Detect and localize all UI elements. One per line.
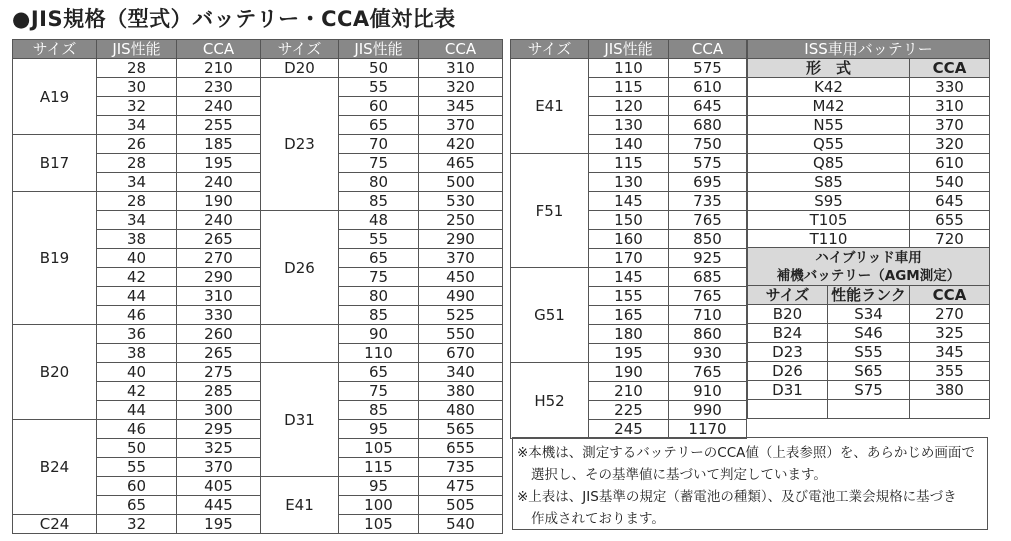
iss-cca: 645	[910, 192, 990, 211]
hybrid-cca: 355	[910, 362, 990, 381]
cca-value: 285	[177, 382, 261, 401]
table-row	[261, 477, 503, 496]
cca-value: 260	[177, 325, 261, 344]
header-cca: CCA	[669, 40, 747, 59]
iss-model: M42	[748, 97, 910, 116]
table-row	[511, 268, 747, 287]
cca-value: 860	[669, 325, 747, 344]
iss-cca: 370	[910, 116, 990, 135]
size-cell	[261, 325, 339, 363]
iss-model: Q55	[748, 135, 910, 154]
cca-value: 190	[177, 192, 261, 211]
table-row	[13, 135, 261, 154]
jis-value: 44	[97, 287, 177, 306]
cca-value: 240	[177, 173, 261, 192]
hybrid-size: B20	[748, 305, 828, 324]
table-row	[511, 363, 747, 382]
cca-value: 575	[669, 59, 747, 78]
jis-value: 50	[339, 59, 419, 78]
cca-value: 670	[419, 344, 503, 363]
cca-value: 930	[669, 344, 747, 363]
cca-value: 765	[669, 363, 747, 382]
jis-value: 44	[97, 401, 177, 420]
cca-value: 645	[669, 97, 747, 116]
size-cell: D23	[261, 78, 339, 211]
jis-value: 100	[339, 496, 419, 515]
jis-value: 85	[339, 401, 419, 420]
hybrid-rank: S75	[828, 381, 910, 400]
jis-value: 55	[97, 458, 177, 477]
size-cell: F51	[511, 154, 589, 268]
jis-value: 28	[97, 154, 177, 173]
jis-value: 150	[589, 211, 669, 230]
iss-cca: 320	[910, 135, 990, 154]
jis-value: 130	[589, 116, 669, 135]
table-row	[748, 343, 990, 362]
cca-value: 550	[419, 325, 503, 344]
jis-value: 65	[339, 363, 419, 382]
cca-value: 210	[177, 59, 261, 78]
iss-header-cca: CCA	[910, 59, 990, 78]
notes-box	[512, 437, 988, 530]
jis-value: 95	[339, 477, 419, 496]
table-row	[748, 97, 990, 116]
cca-value: 265	[177, 230, 261, 249]
jis-value: 75	[339, 268, 419, 287]
jis-value: 30	[97, 78, 177, 97]
size-cell: B20	[13, 325, 97, 420]
header-jis: JIS性能	[589, 40, 669, 59]
jis-value: 105	[339, 439, 419, 458]
header-size: サイズ	[261, 40, 339, 59]
cca-value: 910	[669, 382, 747, 401]
cca-value: 575	[669, 154, 747, 173]
hybrid-cca: 270	[910, 305, 990, 324]
table-row	[748, 192, 990, 211]
jis-value: 34	[97, 116, 177, 135]
iss-model: N55	[748, 116, 910, 135]
iss-cca: 655	[910, 211, 990, 230]
cca-value: 195	[177, 515, 261, 534]
jis-value: 28	[97, 192, 177, 211]
jis-value: 115	[589, 78, 669, 97]
hybrid-cca: 345	[910, 343, 990, 362]
jis-value: 55	[339, 230, 419, 249]
jis-value: 145	[589, 192, 669, 211]
table-row	[748, 400, 990, 419]
hybrid-header-rank: 性能ランク	[828, 286, 910, 305]
jis-value: 245	[589, 420, 669, 439]
table-row	[748, 154, 990, 173]
table-row	[261, 78, 503, 97]
iss-header-model: 形 式	[748, 59, 910, 78]
table-row	[13, 420, 261, 439]
jis-value: 105	[339, 515, 419, 534]
table-row	[261, 211, 503, 230]
table-row	[13, 325, 261, 344]
empty-cell	[828, 400, 910, 419]
note-line-1: ※本機は、測定するバッテリーのCCA値（上表参照）を、あらかじめ画面で	[517, 445, 975, 461]
jis-value: 32	[97, 97, 177, 116]
cca-value: 750	[669, 135, 747, 154]
table-row	[748, 324, 990, 343]
cca-value: 240	[177, 211, 261, 230]
cca-value: 450	[419, 268, 503, 287]
jis-value: 42	[97, 268, 177, 287]
table-row	[748, 230, 990, 249]
table-row	[748, 78, 990, 97]
jis-value: 210	[589, 382, 669, 401]
jis-value: 38	[97, 344, 177, 363]
table-row	[748, 381, 990, 400]
hybrid-battery-table	[747, 247, 990, 419]
jis-value: 46	[97, 420, 177, 439]
table-row	[13, 59, 261, 78]
cca-value: 685	[669, 268, 747, 287]
jis-value: 115	[589, 154, 669, 173]
header-size: サイズ	[13, 40, 97, 59]
jis-value: 85	[339, 192, 419, 211]
iss-title: ISS車用バッテリー	[748, 40, 990, 59]
jis-cca-table-3	[510, 39, 747, 439]
cca-value: 990	[669, 401, 747, 420]
cca-value: 1170	[669, 420, 747, 439]
hybrid-rank: S55	[828, 343, 910, 362]
cca-value: 290	[177, 268, 261, 287]
cca-value: 240	[177, 97, 261, 116]
jis-value: 70	[339, 135, 419, 154]
cca-value: 290	[419, 230, 503, 249]
header-cca: CCA	[177, 40, 261, 59]
cca-value: 265	[177, 344, 261, 363]
table-row	[261, 363, 503, 382]
hybrid-size: D23	[748, 343, 828, 362]
size-cell: H52	[511, 363, 589, 439]
iss-cca: 610	[910, 154, 990, 173]
cca-value: 255	[177, 116, 261, 135]
page-title: ●JIS規格（型式）バッテリー・CCA値対比表	[12, 7, 456, 31]
table-row	[13, 515, 261, 534]
jis-cca-table-1	[12, 39, 261, 534]
table-row	[748, 362, 990, 381]
size-cell: D31	[261, 363, 339, 477]
cca-value: 370	[419, 116, 503, 135]
table-row	[748, 116, 990, 135]
hybrid-header-cca: CCA	[910, 286, 990, 305]
jis-value: 170	[589, 249, 669, 268]
header-jis: JIS性能	[97, 40, 177, 59]
cca-value: 330	[177, 306, 261, 325]
table-row	[511, 59, 747, 78]
table-row	[261, 59, 503, 78]
cca-value: 185	[177, 135, 261, 154]
hybrid-title-line1: ハイブリッド車用	[815, 249, 922, 266]
jis-value: 28	[97, 59, 177, 78]
hybrid-cca: 325	[910, 324, 990, 343]
cca-value: 655	[419, 439, 503, 458]
hybrid-rank: S34	[828, 305, 910, 324]
cca-value: 230	[177, 78, 261, 97]
cca-value: 370	[419, 249, 503, 268]
header-jis: JIS性能	[339, 40, 419, 59]
cca-value: 490	[419, 287, 503, 306]
cca-value: 445	[177, 496, 261, 515]
table-row	[13, 192, 261, 211]
empty-cell	[748, 400, 828, 419]
jis-value: 32	[97, 515, 177, 534]
cca-value: 765	[669, 287, 747, 306]
cca-value: 610	[669, 78, 747, 97]
cca-value: 295	[177, 420, 261, 439]
iss-model: Q85	[748, 154, 910, 173]
cca-value: 500	[419, 173, 503, 192]
jis-value: 110	[589, 59, 669, 78]
jis-value: 80	[339, 173, 419, 192]
iss-model: K42	[748, 78, 910, 97]
cca-value: 475	[419, 477, 503, 496]
note-line-2: 選択し、その基準値に基づいて判定しています。	[531, 467, 827, 483]
jis-value: 140	[589, 135, 669, 154]
size-cell: A19	[13, 59, 97, 135]
size-cell: B17	[13, 135, 97, 192]
iss-model: T110	[748, 230, 910, 249]
cca-value: 345	[419, 97, 503, 116]
jis-value: 40	[97, 363, 177, 382]
size-cell: G51	[511, 268, 589, 363]
cca-value: 465	[419, 154, 503, 173]
jis-value: 90	[339, 325, 419, 344]
jis-value: 38	[97, 230, 177, 249]
jis-value: 115	[339, 458, 419, 477]
cca-value: 735	[419, 458, 503, 477]
jis-value: 225	[589, 401, 669, 420]
hybrid-size: B24	[748, 324, 828, 343]
iss-cca: 330	[910, 78, 990, 97]
jis-value: 50	[97, 439, 177, 458]
jis-value: 180	[589, 325, 669, 344]
size-cell: B24	[13, 420, 97, 515]
jis-value: 80	[339, 287, 419, 306]
jis-value: 60	[339, 97, 419, 116]
cca-value: 735	[669, 192, 747, 211]
hybrid-header-size: サイズ	[748, 286, 828, 305]
cca-value: 925	[669, 249, 747, 268]
cca-value: 275	[177, 363, 261, 382]
jis-value: 130	[589, 173, 669, 192]
header-size: サイズ	[511, 40, 589, 59]
cca-value: 310	[419, 59, 503, 78]
note-line-4: 作成されております。	[531, 511, 665, 527]
cca-value: 380	[419, 382, 503, 401]
size-cell: C24	[13, 515, 97, 534]
cca-value: 195	[177, 154, 261, 173]
jis-value: 110	[339, 344, 419, 363]
cca-value: 765	[669, 211, 747, 230]
size-cell: D26	[261, 211, 339, 325]
jis-value: 155	[589, 287, 669, 306]
jis-value: 165	[589, 306, 669, 325]
jis-value: 26	[97, 135, 177, 154]
hybrid-size: D26	[748, 362, 828, 381]
cca-value: 300	[177, 401, 261, 420]
jis-value: 85	[339, 306, 419, 325]
size-cell: D20	[261, 59, 339, 78]
cca-value: 405	[177, 477, 261, 496]
size-cell: E41	[511, 59, 589, 154]
cca-value: 370	[177, 458, 261, 477]
hybrid-size: D31	[748, 381, 828, 400]
cca-value: 340	[419, 363, 503, 382]
jis-value: 48	[339, 211, 419, 230]
cca-value: 850	[669, 230, 747, 249]
jis-value: 34	[97, 173, 177, 192]
iss-model: S95	[748, 192, 910, 211]
jis-value: 120	[589, 97, 669, 116]
note-line-3: ※上表は、JIS基準の規定（蓄電池の種類）、及び電池工業会規格に基づき	[517, 489, 957, 505]
table-row	[748, 305, 990, 324]
size-cell: E41	[261, 477, 339, 534]
cca-value: 480	[419, 401, 503, 420]
jis-value: 160	[589, 230, 669, 249]
jis-value: 46	[97, 306, 177, 325]
jis-value: 75	[339, 154, 419, 173]
jis-value: 60	[97, 477, 177, 496]
cca-value: 530	[419, 192, 503, 211]
iss-battery-table	[747, 39, 990, 249]
iss-model: S85	[748, 173, 910, 192]
empty-cell	[910, 400, 990, 419]
table-row	[261, 325, 503, 344]
table-row	[511, 154, 747, 173]
jis-value: 36	[97, 325, 177, 344]
hybrid-rank: S46	[828, 324, 910, 343]
header-cca: CCA	[419, 40, 503, 59]
hybrid-title	[748, 248, 990, 286]
jis-value: 95	[339, 420, 419, 439]
cca-value: 325	[177, 439, 261, 458]
cca-value: 695	[669, 173, 747, 192]
hybrid-title-line2: 補機バッテリー（AGM測定）	[776, 267, 961, 284]
iss-cca: 720	[910, 230, 990, 249]
cca-value: 710	[669, 306, 747, 325]
table-row	[748, 135, 990, 154]
table-row	[748, 173, 990, 192]
jis-value: 40	[97, 249, 177, 268]
iss-cca: 310	[910, 97, 990, 116]
iss-cca: 540	[910, 173, 990, 192]
jis-value: 65	[339, 116, 419, 135]
iss-model: T105	[748, 211, 910, 230]
cca-value: 420	[419, 135, 503, 154]
cca-value: 505	[419, 496, 503, 515]
jis-value: 42	[97, 382, 177, 401]
jis-value: 65	[97, 496, 177, 515]
jis-value: 190	[589, 363, 669, 382]
hybrid-rank: S65	[828, 362, 910, 381]
jis-value: 195	[589, 344, 669, 363]
hybrid-cca: 380	[910, 381, 990, 400]
jis-value: 65	[339, 249, 419, 268]
cca-value: 540	[419, 515, 503, 534]
jis-value: 34	[97, 211, 177, 230]
cca-value: 565	[419, 420, 503, 439]
cca-value: 525	[419, 306, 503, 325]
jis-value: 75	[339, 382, 419, 401]
jis-value: 55	[339, 78, 419, 97]
jis-value: 145	[589, 268, 669, 287]
cca-value: 680	[669, 116, 747, 135]
cca-value: 250	[419, 211, 503, 230]
jis-cca-table-2	[260, 39, 503, 534]
cca-value: 320	[419, 78, 503, 97]
table-row	[748, 211, 990, 230]
cca-value: 310	[177, 287, 261, 306]
size-cell: B19	[13, 192, 97, 325]
cca-value: 270	[177, 249, 261, 268]
